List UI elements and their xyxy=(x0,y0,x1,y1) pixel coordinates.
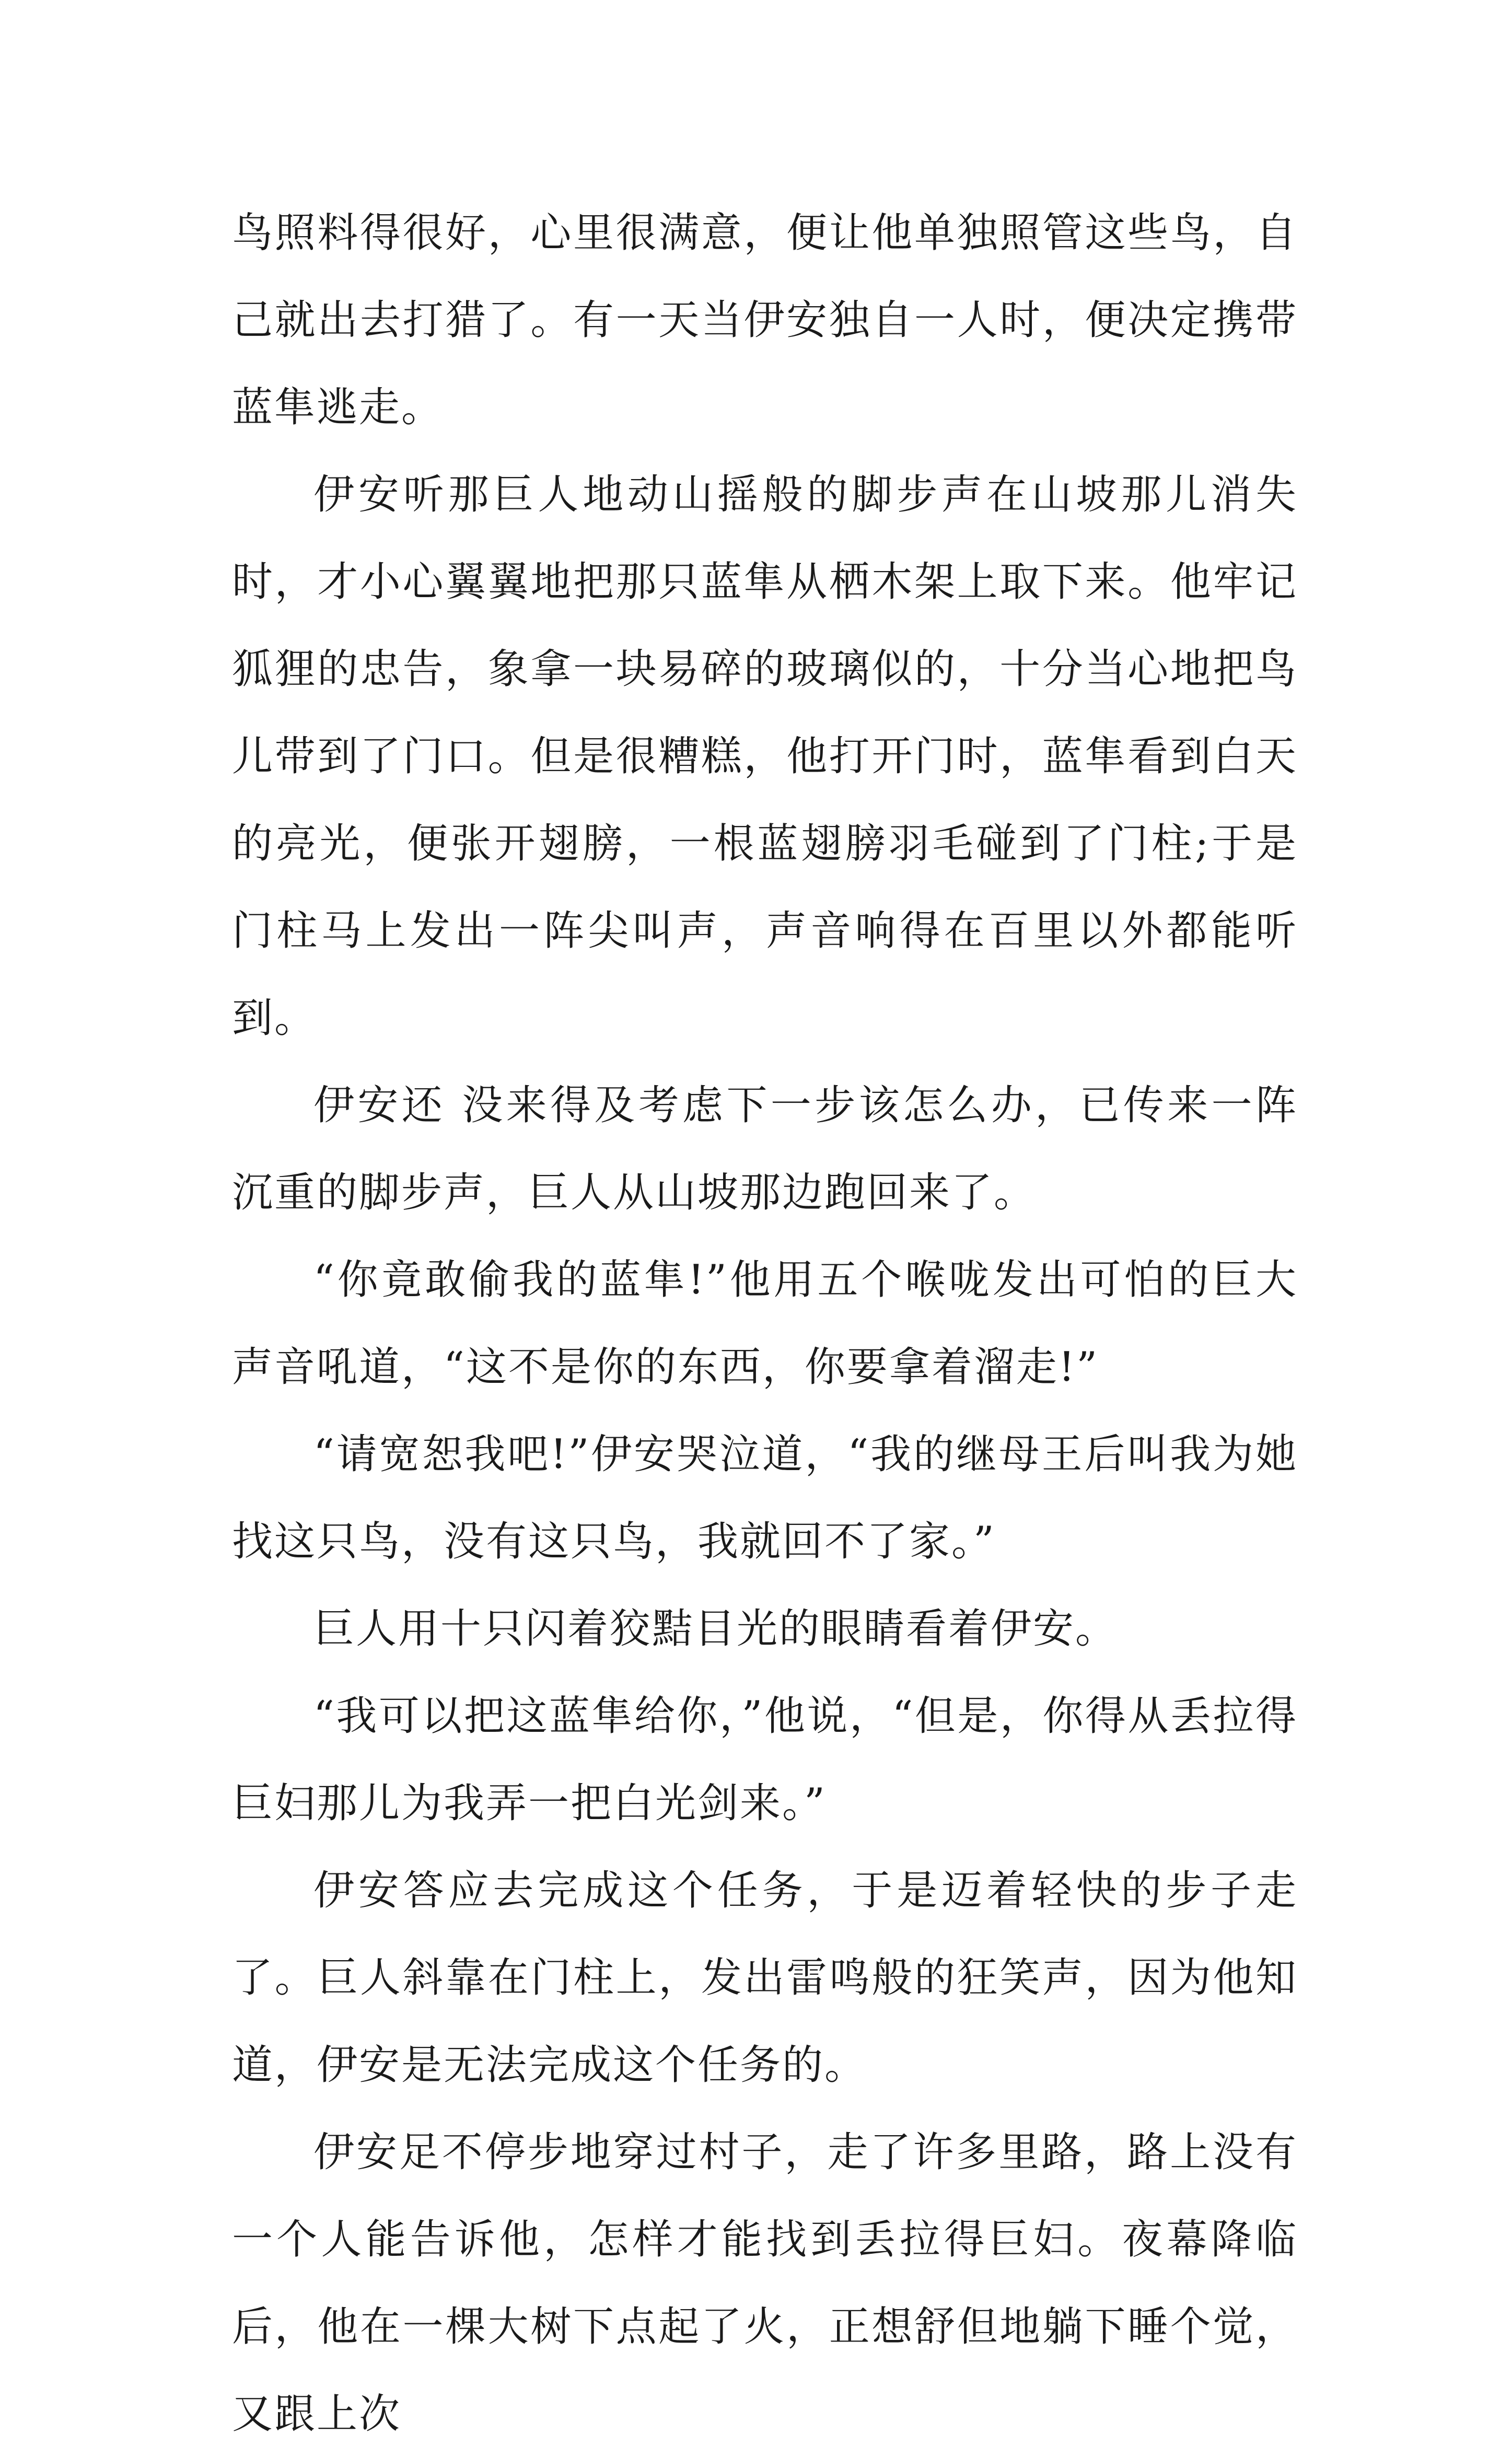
document-body xyxy=(232,190,1298,2458)
paragraph-8: 伊安答应去完成这个任务，于是迈着轻快的步子走了。巨人斜靠在门柱上，发出雷鸣般的狂笑声，因为他知道，伊安是无法完成这个任务的。 xyxy=(232,1867,1298,2089)
paragraph-3: 伊安还 没来得及考虑下一步该怎么办，已传来一阵沉重的脚步声，巨人从山坡那边跑回来了。 xyxy=(232,1082,1298,1216)
paragraph-1: 鸟照料得很好，心里很满意，便让他单独照管这些鸟，自己就出去打猎了。有一天当伊安独自一人时，便决定携带蓝隼逃走。 xyxy=(232,209,1298,431)
paragraph-5: “请宽恕我吧!”伊安哭泣道，“我的继母王后叫我为她找这只鸟，没有这只鸟，我就回不了家。” xyxy=(232,1431,1298,1565)
paragraph-7: “我可以把这蓝隼给你，”他说，“但是，你得从丢拉得巨妇那儿为我弄一把白光剑来。” xyxy=(232,1693,1298,1827)
paragraph-4: “你竟敢偷我的蓝隼!”他用五个喉咙发出可怕的巨大声音吼道，“这不是你的东西，你要拿着溜走!” xyxy=(232,1256,1298,1391)
paragraph-9: 伊安足不停步地穿过村子，走了许多里路，路上没有一个人能告诉他，怎样才能找到丢拉得巨妇。夜幕降临后，他在一棵大树下点起了火，正想舒但地躺下睡个觉，又跟上次 xyxy=(232,2129,1298,2438)
paragraph-2: 伊安听那巨人地动山摇般的脚步声在山坡那儿消失时，才小心翼翼地把那只蓝隼从栖木架上取下来。他牢记狐狸的忠告，象拿一块易碎的玻璃似的，十分当心地把鸟儿带到了门口。但是很糟糕，他打开门时，蓝隼看到白天的亮光，便张开翅膀，一根蓝翅膀羽毛碰到了门柱;于是门柱马上发出一阵尖叫声，声音响得在百里以外都能听到。 xyxy=(232,471,1298,1042)
paragraph-6: 巨人用十只闪着狡黠目光的眼睛看着伊安。 xyxy=(313,1605,1118,1652)
